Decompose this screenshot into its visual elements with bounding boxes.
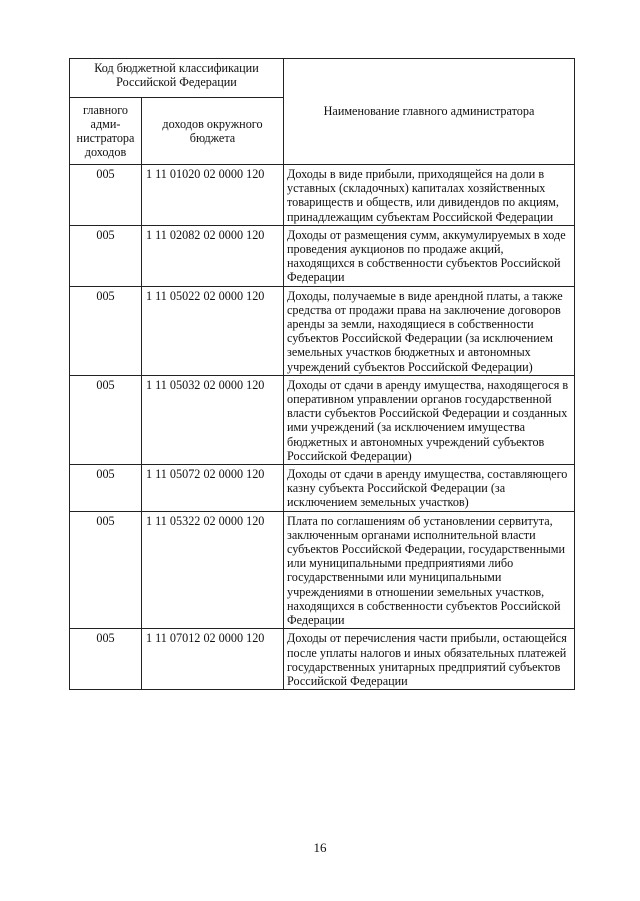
- admin-name-cell: Доходы в виде прибыли, приходящейся на доли в уставных (складочных) капиталах хозяйственных товариществ и обществ, или дивидендов по акциям, принадлежащим субъектам Российской Федерации: [284, 165, 575, 226]
- admin-code-cell: 005: [70, 629, 142, 690]
- admin-code-cell: 005: [70, 286, 142, 375]
- page-number: 16: [313, 840, 327, 855]
- header-district-income: доходов окружного бюджета: [142, 98, 284, 165]
- budget-code-cell: 1 11 05032 02 0000 120: [142, 375, 284, 464]
- budget-code-cell: 1 11 01020 02 0000 120: [142, 165, 284, 226]
- admin-code-cell: 005: [70, 165, 142, 226]
- admin-code-cell: 005: [70, 465, 142, 512]
- admin-name-cell: Доходы от сдачи в аренду имущества, составляющего казну субъекта Российской Федерации (за исключением земельных участков): [284, 465, 575, 512]
- budget-code-cell: 1 11 02082 02 0000 120: [142, 225, 284, 286]
- header-row-top: [70, 59, 575, 98]
- budget-code-cell: 1 11 05022 02 0000 120: [142, 286, 284, 375]
- budget-code-cell: 1 11 07012 02 0000 120: [142, 629, 284, 690]
- table-row: [70, 511, 575, 629]
- admin-name-cell: Доходы от размещения сумм, аккумулируемых в ходе проведения аукционов по продаже акций, находящихся в собственности субъектов Российской Федерации: [284, 225, 575, 286]
- admin-code-cell: 005: [70, 511, 142, 629]
- header-admin-name: Наименование главного администратора: [284, 59, 575, 165]
- admin-name-cell: Доходы, получаемые в виде арендной платы, а также средства от продажи права на заключение договоров аренды за земли, находящиеся в собственности субъектов Российской Федерации (за исключением земельных участков бюджетных и автономных учреждений субъектов Российской Федерации): [284, 286, 575, 375]
- table-row: [70, 225, 575, 286]
- admin-code-cell: 005: [70, 375, 142, 464]
- table-row: [70, 375, 575, 464]
- header-code-group: Код бюджетной классификации Российской Федерации: [70, 59, 284, 98]
- table-row: [70, 465, 575, 512]
- budget-code-cell: 1 11 05322 02 0000 120: [142, 511, 284, 629]
- admin-name-cell: Доходы от перечисления части прибыли, остающейся после уплаты налогов и иных обязательных платежей государственных унитарных предприятий субъектов Российской Федерации: [284, 629, 575, 690]
- table-row: [70, 629, 575, 690]
- admin-name-cell: Плата по соглашениям об установлении сервитута, заключенным органами исполнительной власти субъектов Российской Федерации, государственными или муниципальными предприятиями либо государственными или муниципальными учреждениями в отношении земельных участков, находящихся в собственности субъектов Российской Федерации: [284, 511, 575, 629]
- revenue-admin-table: [69, 58, 575, 690]
- header-main-admin: главного адми-нистратора доходов: [70, 98, 142, 165]
- table-row: [70, 286, 575, 375]
- budget-code-cell: 1 11 05072 02 0000 120: [142, 465, 284, 512]
- table-row: [70, 165, 575, 226]
- admin-name-cell: Доходы от сдачи в аренду имущества, находящегося в оперативном управлении органов государственной власти субъектов Российской Федерации и созданных ими учреждений (за исключением имущества бюджетных и автономных учреждений субъектов Российской Федерации): [284, 375, 575, 464]
- admin-code-cell: 005: [70, 225, 142, 286]
